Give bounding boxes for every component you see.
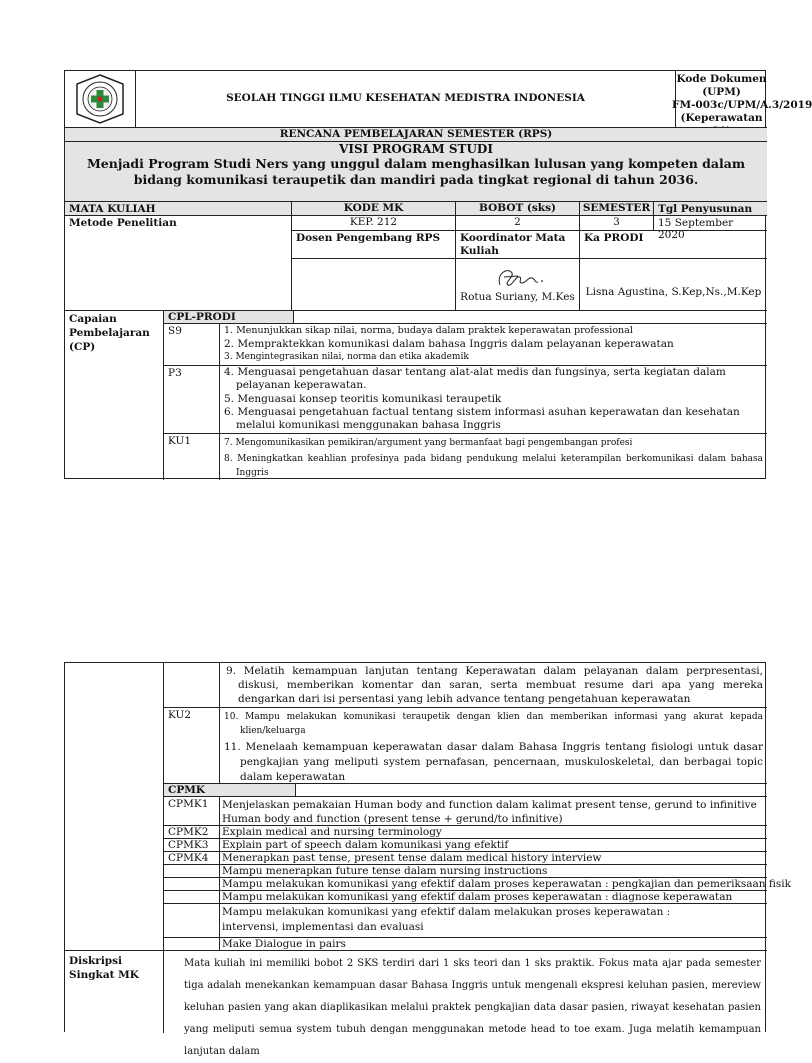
cpl-items-ku1 xyxy=(219,433,767,480)
kaprodi-signature-cell xyxy=(579,258,767,310)
course-header-mk: MATA KULIAH xyxy=(65,201,291,215)
course-header-kode: KODE MK xyxy=(291,201,455,215)
cpmk-code-7 xyxy=(163,890,219,903)
cpmk-code-6 xyxy=(163,877,219,890)
role-dosen: Dosen Pengembang RPS xyxy=(291,230,455,258)
cpmk-text-4: Menerapkan past tense, present tense dalam medical history interview xyxy=(219,851,767,864)
cpl-item-7: 7. Mengomunikasikan pemikiran/argument yang bermanfaat bagi pengembangan profesi xyxy=(224,438,633,448)
koordinator-name: Rotua Suriany, M.Kes xyxy=(460,291,575,303)
kaprodi-name: Lisna Agustina, S.Kep,Ns.,M.Kep xyxy=(585,286,762,298)
cpl-items-s9 xyxy=(219,323,767,365)
cpl-item-9: 9. Melatih kemampuan lanjutan tentang Keperawatan dalam pelayanan dalam perpresentasi, diskusi, memberikan komentar dan saran, serta membuat resume dari apa yang mereka dengarkan dari isi persentasi yang lebih advance tentang pengetahuan keperawatan xyxy=(219,663,767,707)
role-kaprodi: Ka PRODI xyxy=(579,230,767,258)
cpmk-code-3: CPMK3 xyxy=(163,838,219,851)
cpmk-text-6: Mampu melakukan komunikasi yang efektif dalam proses keperawatan : pengkajian dan pemeriksaan fisik xyxy=(219,877,767,890)
cpmk-text-3: Explain part of speech dalam komunikasi yang efektif xyxy=(219,838,767,851)
course-sks: 2 xyxy=(455,215,579,230)
rps-table-page2 xyxy=(64,662,791,1057)
cpmk-code-8 xyxy=(163,903,219,937)
course-header-tgl: Tgl Penyusunan xyxy=(653,201,767,215)
rps-table-page1 xyxy=(64,70,812,479)
cpmk-text-1b: Human body and function (present tense + gerund/to infinitive) xyxy=(222,813,563,825)
koordinator-signature-cell xyxy=(455,258,579,310)
course-header-semester: SEMESTER xyxy=(579,201,653,215)
cpmk-header-blank xyxy=(295,783,767,796)
visi-title: VISI PROGRAM STUDI xyxy=(339,142,493,156)
cpl-items-p3 xyxy=(219,365,767,433)
cpmk-text-2: Explain medical and nursing terminology xyxy=(219,825,767,838)
course-name: Metode Penelitian xyxy=(65,215,291,230)
cpl-item-3: 3. Mengintegrasikan nilai, norma dan etika akademik xyxy=(224,352,469,362)
course-semester: 3 xyxy=(579,215,653,230)
visi-text: Menjadi Program Studi Ners yang unggul dalam menghasilkan lulusan yang kompeten dalam bidang komunikasi teraupetik dan mandiri pada tingkat regional di tahun 2036. xyxy=(86,156,746,187)
cpl-header: CPL-PRODI xyxy=(163,310,293,323)
cpmk-text-8: Mampu melakukan komunikasi yang efektif dalam melakukan proses keperawatan : intervensi, implementasi dan evaluasi xyxy=(219,903,767,937)
cpl-code-ku1: KU1 xyxy=(163,433,219,480)
course-header-bobot: BOBOT (sks) xyxy=(455,201,579,215)
cpmk-code-4: CPMK4 xyxy=(163,851,219,864)
signature-icon xyxy=(478,263,558,291)
logo-cell xyxy=(65,71,135,127)
course-code: KEP. 212 xyxy=(291,215,455,230)
cpmk-code-9 xyxy=(163,937,219,950)
cp-label-continued xyxy=(65,663,163,950)
visi-section xyxy=(65,141,767,201)
rps-title: RENCANA PEMBELAJARAN SEMESTER (RPS) xyxy=(65,127,767,141)
cpl-item-4: 4. Menguasai pengetahuan dasar tentang alat-alat medis dan fungsinya, serta kegiatan dalam pelayanan keperawatan. xyxy=(224,366,726,391)
cpl-code-s9: S9 xyxy=(163,323,219,365)
cpl-code-ku2: KU2 xyxy=(163,707,219,783)
cpl-item-2: 2. Mempraktekkan komunikasi dalam bahasa Inggris dalam pelayanan keperawatan xyxy=(224,338,674,350)
cpl-item-6: 6. Menguasai pengetahuan factual tentang sistem informasi asuhan keperawatan dan kesehatan melalui komunikasi menggunakan bahasa Inggris xyxy=(224,406,740,431)
cpmk-code-1: CPMK1 xyxy=(163,796,219,825)
cpmk-header: CPMK xyxy=(163,783,295,796)
cpmk-code-5 xyxy=(163,864,219,877)
deskripsi-text: Mata kuliah ini memiliki bobot 2 SKS terdiri dari 1 sks teori dan 1 sks praktik. Fokus mata ajar pada semester tiga adalah menekankan kemampuan dasar Bahasa Inggris untuk mengenali ekspresi keluhan pasien, mereview keluhan pasien yang akan diaplikasikan melalui praktek pengkajian data dasar pasien, riwayat kesehatan pasien yang meliputi semua system tubuh dengan menggunakan metode head to toe exam. Juga melatih kemampuan lanjutan dalam xyxy=(163,950,767,1033)
cpl-items-ku2 xyxy=(219,707,767,783)
cpl-item-8: 8. Meningkatkan keahlian profesinya pada bidang pendukung melalui keterampilan berkomunikasi dalam bahasa Inggris xyxy=(224,454,763,478)
institution-logo-icon xyxy=(65,71,135,127)
cpmk-text-9: Make Dialogue in pairs xyxy=(219,937,767,950)
cpmk-text-1: Menjelaskan pemakaian Human body and function dalam kalimat present tense, gerund to infinitive Human body and function (present tense + gerund/to infinitive) xyxy=(219,796,767,825)
cpmk-text-7: Mampu melakukan komunikasi yang efektif dalam proses keperawatan : diagnose keperawatan xyxy=(219,890,767,903)
institution-name: SEOLAH TINGGI ILMU KESEHATAN MEDISTRA INDONESIA xyxy=(135,71,675,127)
cpl-code-blank xyxy=(163,663,219,707)
cpl-item-5: 5. Menguasai konsep teoritis komunikasi teraupetik xyxy=(224,393,502,405)
dosen-signature-cell xyxy=(291,258,455,310)
course-date: 15 September 2020 xyxy=(653,215,767,230)
cpl-code-p3: P3 xyxy=(163,365,219,433)
cpl-item-10: 10. Mampu melakukan komunikasi teraupetik dengan klien dan memberikan informasi yang akurat kepada klien/keluarga xyxy=(224,712,763,736)
doc-code: Kode Dokumen (UPM) FM-003c/UPM/A.3/2019 (Keperawatan xyxy=(675,71,767,127)
cpl-header-blank xyxy=(293,310,767,323)
blank-left xyxy=(65,230,291,310)
cp-label: Capaian Pembelajaran (CP) xyxy=(65,310,163,480)
cpmk-text-5: Mampu menerapkan future tense dalam nursing instructions xyxy=(219,864,767,877)
cpmk-code-2: CPMK2 xyxy=(163,825,219,838)
deskripsi-label: Diskripsi Singkat MK xyxy=(65,950,163,1033)
role-koordinator: Koordinator Mata Kuliah xyxy=(455,230,579,258)
cpl-item-1: 1. Menunjukkan sikap nilai, norma, budaya dalam praktek keperawatan professional xyxy=(224,325,633,336)
cpl-item-11: 11. Menelaah kemampuan keperawatan dasar dalam Bahasa Inggris tentang fisiologi untuk dasar pengkajian yang meliputi system pernafasan, pencernaan, muskuloskeletal, dan berbagai topic dalam keperawatan xyxy=(224,741,763,783)
